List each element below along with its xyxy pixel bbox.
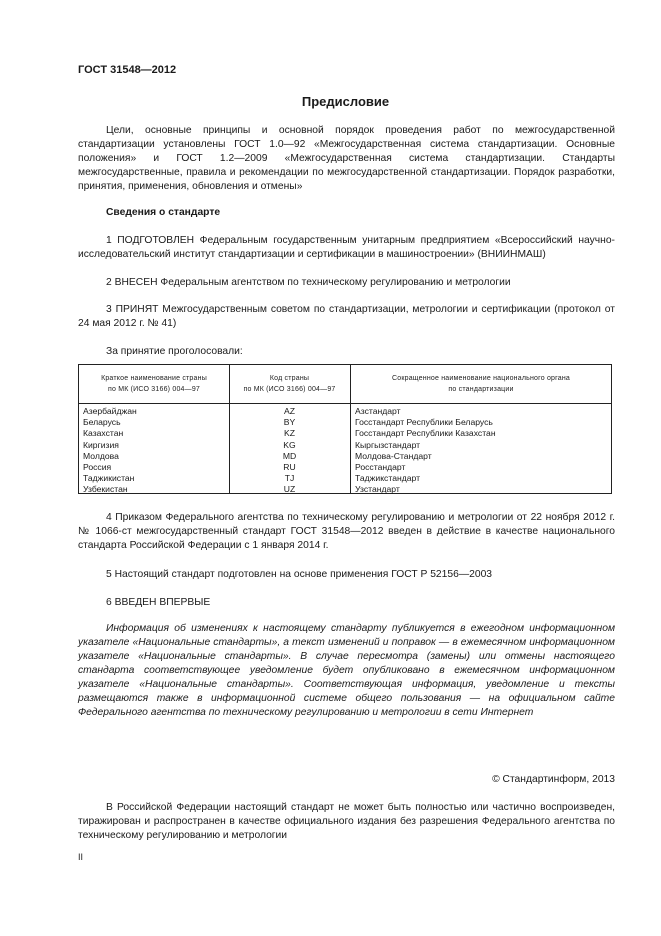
item-5: [78, 568, 615, 582]
body-column: [355, 406, 496, 496]
table-cell-body: Госстандарт Республики Беларусь: [355, 417, 493, 428]
table-cell-code: BY: [283, 417, 296, 428]
header-code: [229, 373, 350, 395]
table-cell-body: Молдова-Стандарт: [355, 450, 432, 461]
table-cell-country: Беларусь: [83, 417, 121, 428]
item-1: [78, 234, 615, 262]
page-number: II: [78, 852, 84, 862]
table-cell-body: Таджикстандарт: [355, 473, 421, 484]
item-2-text: 2 ВНЕСЕН Федеральным агентством по техническому регулированию и метрологии: [106, 277, 511, 288]
copyright-line: [78, 773, 615, 787]
item-2: [78, 276, 615, 290]
item-4: [78, 511, 615, 553]
section-heading: Сведения о стандарте: [106, 207, 221, 218]
item-4-text: 4 Приказом Федерального агентства по техническому регулированию и метрологии от 22 ноября 2012 г. № 1066-ст межгосударственный стандарт ГОСТ 31548—2012 введен в действие в качестве национального стандарта Российской Федерации с 1 января 2014 г.: [78, 512, 615, 551]
item-6-text: 6 ВВЕДЕН ВПЕРВЫЕ: [106, 597, 211, 608]
header-body: [350, 373, 612, 395]
table-cell-body: Росстандарт: [355, 462, 406, 473]
table-cell-code: KG: [283, 439, 296, 450]
voting-table: [78, 364, 612, 494]
item-1-text: 1 ПОДГОТОВЛЕН Федеральным государственным унитарным предприятием «Всероссийский научно-исследовательский институт стандартизации и сертификации в машиностроении» (ВНИИНМАШ): [78, 235, 615, 260]
item-5-text: 5 Настоящий стандарт подготовлен на основе применения ГОСТ Р 52156—2003: [106, 569, 493, 580]
country-column: [83, 406, 137, 496]
header-code-line1: Код страны: [269, 375, 310, 382]
table-cell-country: Молдова: [83, 450, 119, 461]
item-3-text: 3 ПРИНЯТ Межгосударственным советом по стандартизации, метрологии и сертификации (протокол от 24 мая 2012 г. № 41): [78, 304, 615, 329]
table-cell-country: Узбекистан: [83, 484, 128, 495]
table-cell-body: Кыргызстандарт: [355, 439, 421, 450]
intro-paragraph: [78, 124, 615, 194]
table-cell-code: RU: [283, 462, 296, 473]
table-cell-code: TJ: [284, 473, 295, 484]
table-cell-code: MD: [282, 450, 297, 461]
legal-paragraph: [78, 801, 615, 843]
voted-line: [78, 345, 615, 359]
table-cell-country: Россия: [83, 462, 112, 473]
header-code-line2: по МК (ИСО 3166) 004—97: [243, 386, 336, 393]
table-cell-country: Таджикистан: [83, 473, 135, 484]
header-country-line1: Краткое наименование страны: [101, 375, 207, 382]
section-heading-block: [78, 206, 615, 220]
table-cell-code: UZ: [283, 484, 296, 495]
info-text: Информация об изменениях к настоящему стандарту публикуется в ежегодном информационном указателе «Национальные стандарты», а текст изменений и поправок — в ежемесячном информационном указателе «Национальные стандарты». В случае пересмотра (замены) или отмены настоящего стандарта соответствующее уведомление будет опубликовано в ежемесячном информационном указателе «Национальные стандарты». Соответствующая информация, уведомление и тексты размещаются также в информационной системе общего пользования — на официальном сайте Федерального агентства по техническому регулированию и метрологии в сети Интернет: [78, 623, 615, 718]
header-country: [79, 373, 229, 395]
table-cell-country: Азербайджан: [83, 406, 137, 416]
voted-text: За принятие проголосовали:: [106, 346, 243, 357]
table-cell-code: AZ: [284, 406, 295, 416]
header-country-line2: по МК (ИСО 3166) 004—97: [107, 386, 201, 393]
item-6: [78, 596, 615, 610]
info-paragraph: [78, 622, 615, 720]
header-body-line1: Сокращенное наименование национального органа: [391, 375, 570, 382]
code-column: [229, 406, 350, 496]
table-cell-code: KZ: [284, 428, 295, 439]
table-cell-country: Казахстан: [83, 428, 124, 439]
table-cell-body: Азстандарт: [355, 406, 401, 416]
document-header: ГОСТ 31548—2012: [78, 64, 177, 76]
table-cell-body: Госстандарт Республики Казахстан: [355, 428, 496, 439]
legal-text: В Российской Федерации настоящий стандарт не может быть полностью или частично воспроизведен, тиражирован и распространен в качестве официального издания без разрешения Федерального агентства по техническому регулированию и метрологии: [78, 802, 615, 841]
table-cell-country: Киргизия: [83, 439, 119, 450]
header-body-line2: по стандартизации: [448, 386, 514, 393]
item-3: [78, 303, 615, 331]
table-cell-body: Узстандарт: [355, 484, 400, 495]
intro-text: Цели, основные принципы и основной порядок проведения работ по межгосударственной стандартизации установлены ГОСТ 1.0—92 «Межгосударственная система стандартизации. Основные положения» и ГОСТ 1.2—2009 «Межгосударственная система стандартизации. Стандарты межгосударственные, правила и рекомендации по межгосударственной стандартизации. Порядок разработки, принятия, применения, обновления и отмены»: [78, 125, 615, 192]
copyright-text: © Стандартинформ, 2013: [492, 774, 615, 785]
page-title: Предисловие: [301, 94, 390, 109]
